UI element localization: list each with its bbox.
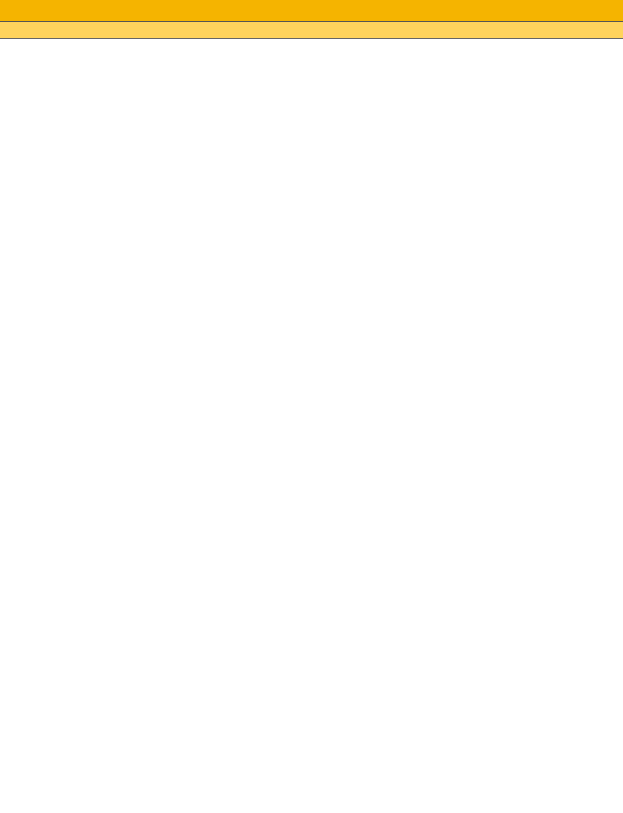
team-header [0,22,623,39]
page-title [0,0,623,22]
